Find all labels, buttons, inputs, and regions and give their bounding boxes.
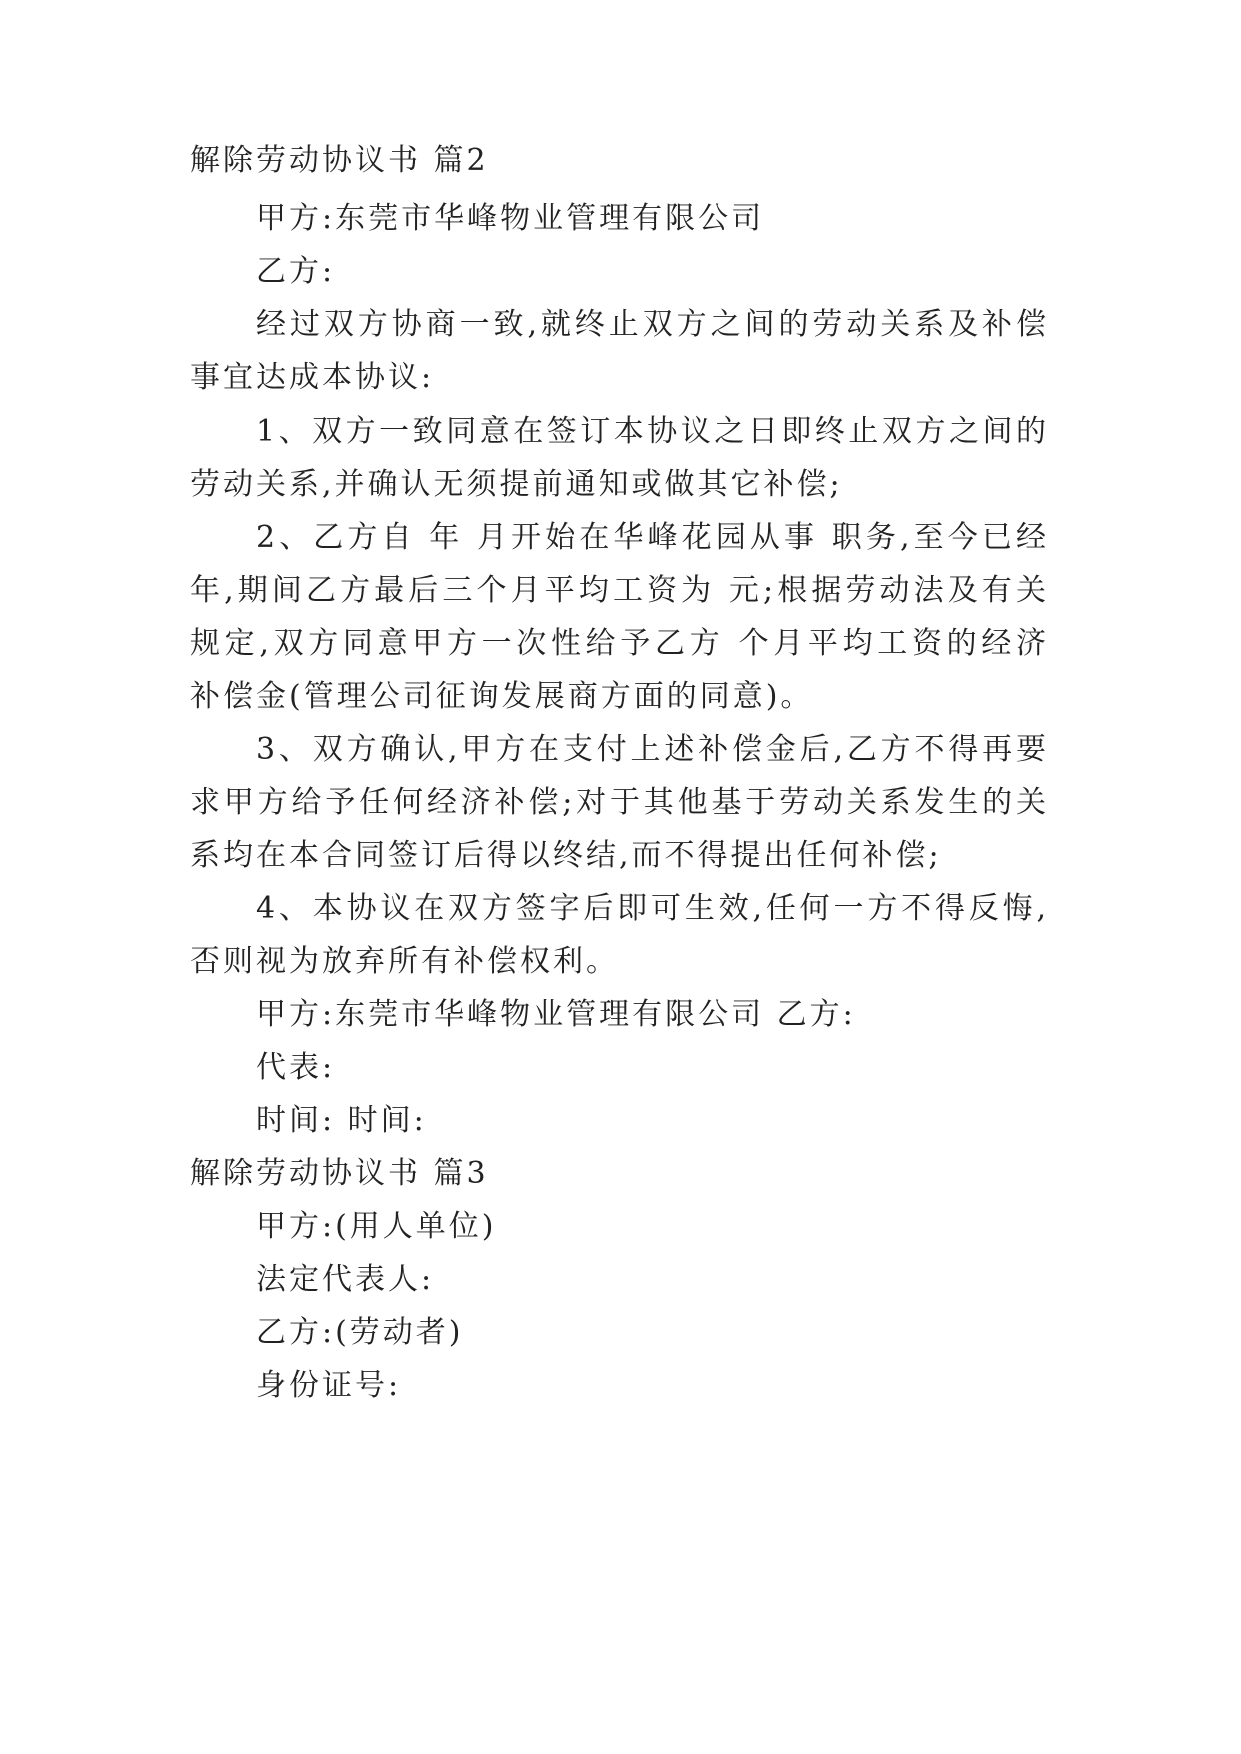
- section-heading-3: 解除劳动协议书 篇3: [190, 1156, 489, 1191]
- sec3-legal-rep-line: 法定代表人:: [256, 1262, 435, 1297]
- clause-1-line-1: 1、双方一致同意在签订本协议之日即终止双方之间的: [256, 414, 1046, 449]
- clause-2-line-3: 规定,双方同意甲方一次性给予乙方 个月平均工资的经济: [190, 626, 1046, 661]
- sec3-id-line: 身份证号:: [256, 1368, 402, 1403]
- section-heading-2: 解除劳动协议书 篇2: [190, 143, 489, 178]
- party-a-line: 甲方:东莞市华峰物业管理有限公司: [256, 201, 765, 236]
- clause-3-line-3: 系均在本合同签订后得以终结,而不得提出任何补偿;: [190, 838, 942, 873]
- clause-3-line-2: 求甲方给予任何经济补偿;对于其他基于劳动关系发生的关: [190, 785, 1046, 820]
- clause-4-line-1: 4、本协议在双方签字后即可生效,任何一方不得反悔,: [256, 891, 1046, 926]
- clause-2-line-2: 年,期间乙方最后三个月平均工资为 元;根据劳动法及有关: [190, 573, 1046, 608]
- sec3-party-a-line: 甲方:(用人单位): [256, 1209, 497, 1244]
- intro-line-2: 事宜达成本协议:: [190, 360, 435, 395]
- signature-time-line: 时间: 时间:: [256, 1103, 427, 1138]
- intro-line-1: 经过双方协商一致,就终止双方之间的劳动关系及补偿: [256, 307, 1046, 342]
- clause-1-line-2: 劳动关系,并确认无须提前通知或做其它补偿;: [190, 467, 843, 502]
- sec3-party-b-line: 乙方:(劳动者): [256, 1315, 464, 1350]
- signature-parties-line: 甲方:东莞市华峰物业管理有限公司 乙方:: [256, 997, 856, 1032]
- clause-3-line-1: 3、双方确认,甲方在支付上述补偿金后,乙方不得再要: [256, 732, 1046, 767]
- signature-representative-line: 代表:: [256, 1050, 336, 1085]
- clause-2-line-4: 补偿金(管理公司征询发展商方面的同意)。: [190, 679, 814, 714]
- clause-2-line-1: 2、乙方自 年 月开始在华峰花园从事 职务,至今已经: [256, 520, 1046, 555]
- clause-4-line-2: 否则视为放弃所有补偿权利。: [190, 944, 619, 979]
- party-b-line: 乙方:: [256, 254, 336, 289]
